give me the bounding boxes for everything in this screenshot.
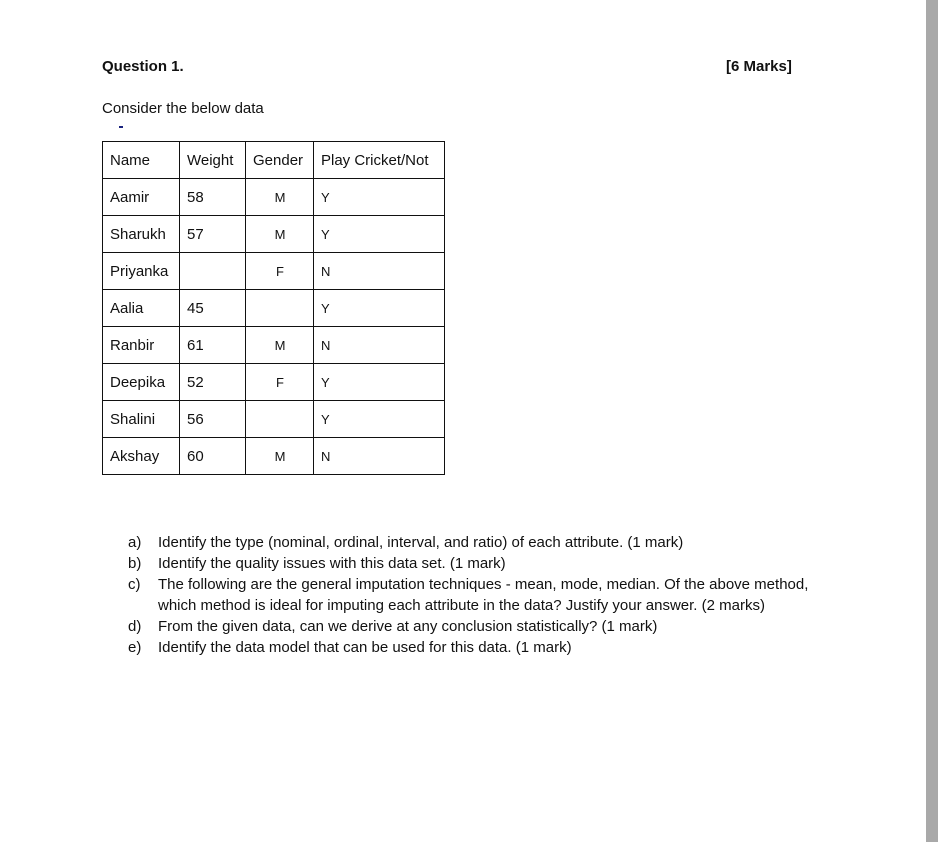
- task-list: [128, 532, 818, 658]
- cell-weight: 45: [180, 290, 246, 327]
- task-item: [128, 553, 818, 574]
- cell-name: Deepika: [103, 364, 180, 401]
- task-label: a): [128, 534, 142, 551]
- table-row: [103, 216, 445, 253]
- header-gender: Gender: [246, 142, 314, 179]
- question-marks: [6 Marks]: [726, 58, 792, 75]
- table-row: [103, 401, 445, 438]
- table-row: [103, 438, 445, 475]
- cell-weight: [180, 253, 246, 290]
- table-body: [103, 179, 445, 475]
- task-text: Identify the data model that can be used for this data. (1 mark): [158, 639, 572, 656]
- cell-weight: 56: [180, 401, 246, 438]
- task-text: Identify the quality issues with this data set. (1 mark): [158, 555, 506, 572]
- question-title: Question 1.: [102, 58, 184, 75]
- cell-play-cricket: Y: [314, 401, 445, 438]
- cell-gender: M: [246, 327, 314, 364]
- cell-name: Ranbir: [103, 327, 180, 364]
- cell-name: Akshay: [103, 438, 180, 475]
- cell-play-cricket: N: [314, 438, 445, 475]
- cell-play-cricket: Y: [314, 290, 445, 327]
- cell-gender: M: [246, 216, 314, 253]
- cell-weight: 52: [180, 364, 246, 401]
- task-text: Identify the type (nominal, ordinal, interval, and ratio) of each attribute. (1 mark): [158, 534, 684, 551]
- cell-name: Aalia: [103, 290, 180, 327]
- task-text: The following are the general imputation techniques - mean, mode, median. Of the above method, which method is ideal for imputing each attribute in the data? Justify your answer. (2 marks): [158, 576, 809, 614]
- cell-play-cricket: N: [314, 253, 445, 290]
- task-item: [128, 616, 818, 637]
- cell-gender: F: [246, 364, 314, 401]
- cell-name: Shalini: [103, 401, 180, 438]
- task-label: b): [128, 555, 142, 572]
- cell-play-cricket: N: [314, 327, 445, 364]
- table-row: [103, 179, 445, 216]
- table-header-row: [103, 142, 445, 179]
- header-name: Name: [103, 142, 180, 179]
- task-item: [128, 574, 818, 616]
- cell-gender: M: [246, 179, 314, 216]
- scrollbar[interactable]: [926, 0, 938, 842]
- cell-weight: 57: [180, 216, 246, 253]
- table-row: [103, 253, 445, 290]
- cell-weight: 61: [180, 327, 246, 364]
- task-item: [128, 532, 818, 553]
- cell-play-cricket: Y: [314, 364, 445, 401]
- cell-name: Priyanka: [103, 253, 180, 290]
- header-weight: Weight: [180, 142, 246, 179]
- cell-gender: F: [246, 253, 314, 290]
- cell-name: Sharukh: [103, 216, 180, 253]
- task-text: From the given data, can we derive at any conclusion statistically? (1 mark): [158, 618, 658, 635]
- cell-weight: 58: [180, 179, 246, 216]
- table-row: [103, 364, 445, 401]
- cell-name: Aamir: [103, 179, 180, 216]
- cell-gender: M: [246, 438, 314, 475]
- text-cursor-mark: [119, 126, 123, 128]
- table-row: [103, 327, 445, 364]
- task-label: d): [128, 618, 142, 635]
- task-label: e): [128, 639, 142, 656]
- cell-gender: [246, 290, 314, 327]
- task-item: [128, 637, 818, 658]
- question-intro: Consider the below data: [102, 100, 264, 117]
- table-row: [103, 290, 445, 327]
- cell-play-cricket: Y: [314, 179, 445, 216]
- cell-weight: 60: [180, 438, 246, 475]
- data-table: [102, 141, 445, 475]
- cell-gender: [246, 401, 314, 438]
- cell-play-cricket: Y: [314, 216, 445, 253]
- task-label: c): [128, 576, 141, 593]
- header-play-cricket: Play Cricket/Not: [314, 142, 445, 179]
